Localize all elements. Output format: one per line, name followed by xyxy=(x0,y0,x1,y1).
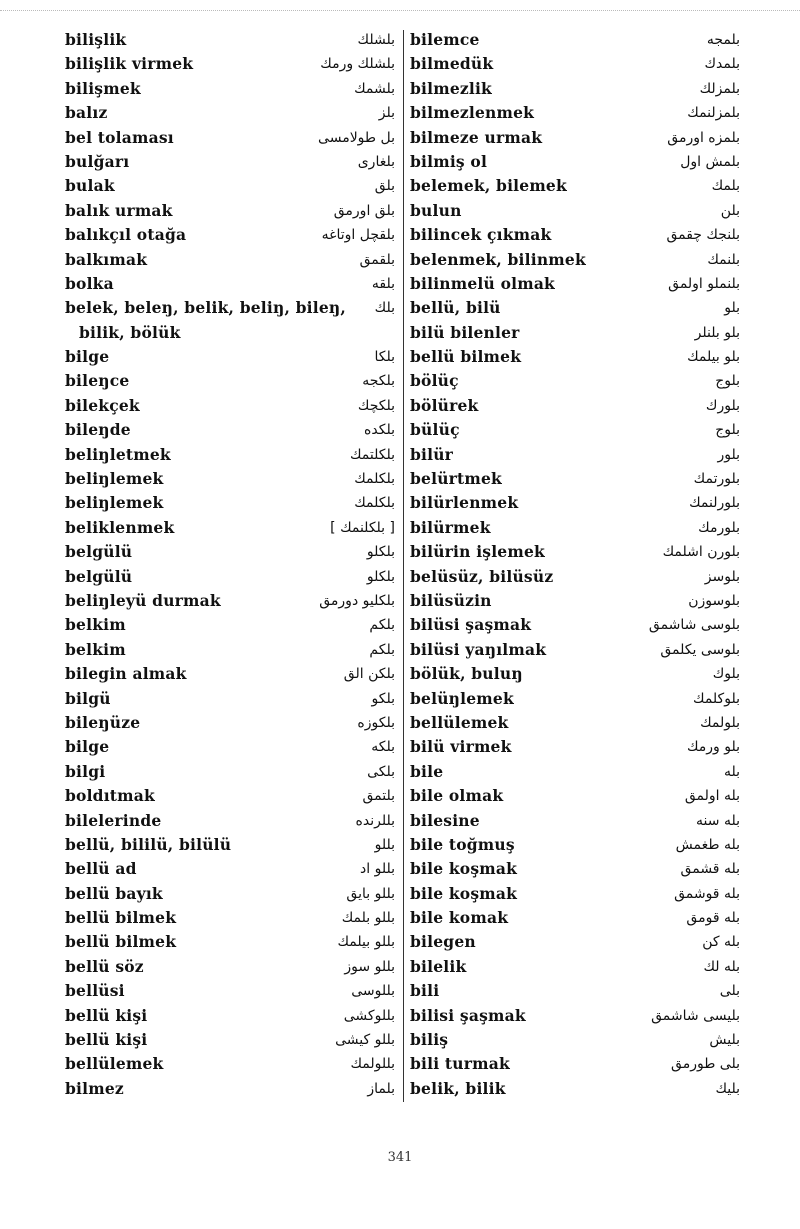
headword-arabic-script: بلو ورمك xyxy=(686,739,740,756)
headword-latin: bulun xyxy=(410,200,462,220)
headword-arabic-script: بلكا xyxy=(374,349,395,366)
dictionary-entry xyxy=(410,369,740,393)
headword-arabic-script: بلكلمك xyxy=(354,495,395,512)
headword-latin: balık urmak xyxy=(65,200,173,220)
headword-arabic-script: بلكلتمك xyxy=(349,446,395,463)
headword-arabic-script: بلمزه اورمق xyxy=(667,129,740,146)
headword-latin: belgülü xyxy=(65,542,133,562)
headword-latin: bellü bayık xyxy=(65,883,163,903)
dictionary-entry xyxy=(410,711,740,735)
headword-latin: bili turmak xyxy=(410,1054,510,1074)
headword-arabic-script: بلو بيلمك xyxy=(687,349,740,366)
dictionary-entry xyxy=(410,638,740,662)
dictionary-entry xyxy=(410,345,740,369)
column-divider xyxy=(403,30,404,1102)
headword-latin: bileŋde xyxy=(65,420,131,440)
headword-arabic-script: بل طولامسى xyxy=(318,129,395,146)
headword-latin: bilisi şaşmak xyxy=(410,1005,526,1025)
dictionary-entry xyxy=(65,174,395,198)
left-column xyxy=(65,28,395,1101)
headword-arabic-script: بلكجه xyxy=(362,373,395,390)
headword-arabic-script: بللو اد xyxy=(360,861,395,878)
headword-latin: bileŋce xyxy=(65,371,130,391)
dictionary-entry xyxy=(65,223,395,247)
headword-arabic-script: بلق اورمق xyxy=(333,202,395,219)
headword-latin: biliş xyxy=(410,1030,449,1050)
headword-arabic-script: بلنمك xyxy=(707,251,740,268)
headword-latin: belgülü xyxy=(65,566,133,586)
headword-latin: bile koşmak xyxy=(410,883,518,903)
dictionary-entry xyxy=(65,248,395,272)
headword-arabic-script: بلكلو xyxy=(366,568,395,585)
headword-arabic-script: بللو بيلمك xyxy=(337,934,395,951)
headword-arabic-script: بلكلمك xyxy=(354,471,395,488)
headword-latin: bellü bilmek xyxy=(410,347,522,367)
headword-latin: bolka xyxy=(65,273,114,293)
headword-arabic-script: بلتمق xyxy=(362,788,395,805)
dictionary-entry xyxy=(65,126,395,150)
headword-latin: bilincek çıkmak xyxy=(410,225,552,245)
headword-latin: belik, bilik xyxy=(410,1078,506,1098)
headword-arabic-script: بللو xyxy=(374,836,395,853)
dictionary-entry xyxy=(65,565,395,589)
dictionary-entry xyxy=(65,101,395,125)
page-number: 341 xyxy=(387,1150,413,1165)
headword-arabic-script: بلوسى يكلمق xyxy=(660,641,740,658)
headword-arabic-script: بلكى xyxy=(367,763,395,780)
headword-arabic-script: بلورمك xyxy=(698,519,740,536)
dictionary-entry xyxy=(410,394,740,418)
dictionary-entry xyxy=(65,711,395,735)
headword-arabic-script: بلمجه xyxy=(706,32,740,48)
dictionary-entry xyxy=(65,955,395,979)
dictionary-entry xyxy=(410,516,740,540)
headword-arabic-script: بلنجك چقمق xyxy=(666,227,740,244)
dictionary-entry xyxy=(65,345,395,369)
headword-arabic-script: بلز xyxy=(378,105,395,122)
headword-arabic-script: بلورلنمك xyxy=(689,495,740,512)
dictionary-entry xyxy=(65,418,395,442)
headword-latin: bilü bilenler xyxy=(410,322,520,342)
headword-arabic-script: بله قشمق xyxy=(680,861,740,878)
dictionary-entry xyxy=(410,882,740,906)
headword-latin: bilişmek xyxy=(65,78,141,98)
headword-arabic-script: بلمزلك xyxy=(699,80,740,97)
headword-latin: bilmez xyxy=(65,1078,124,1098)
headword-latin: bellü ad xyxy=(65,859,137,879)
dictionary-entry xyxy=(410,833,740,857)
headword-arabic-script: بليش xyxy=(709,1032,740,1049)
headword-latin: bölük, buluŋ xyxy=(410,664,523,684)
page-top-edge xyxy=(0,0,800,11)
headword-latin: bellü, bilü xyxy=(410,298,501,318)
dictionary-entry xyxy=(65,1052,395,1076)
dictionary-entry xyxy=(65,735,395,759)
headword-latin: bilüsi şaşmak xyxy=(410,615,532,635)
headword-latin: bilişlik virmek xyxy=(65,54,194,74)
headword-latin: balız xyxy=(65,103,108,123)
headword-latin: belkim xyxy=(65,615,126,635)
dictionary-entry xyxy=(410,174,740,198)
headword-arabic-script: بللو كيشى xyxy=(335,1032,395,1049)
dictionary-entry xyxy=(410,760,740,784)
headword-latin: bel tolaması xyxy=(65,127,174,147)
headword-arabic-script: بلكن الق xyxy=(343,666,395,683)
headword-latin: bilge xyxy=(65,347,110,367)
headword-latin: belürtmek xyxy=(410,469,502,489)
headword-latin: bile toğmuş xyxy=(410,834,515,854)
headword-arabic-script: بلقمق xyxy=(359,251,395,268)
dictionary-entry xyxy=(65,809,395,833)
headword-latin: bilemce xyxy=(410,30,480,49)
dictionary-entry xyxy=(65,52,395,76)
headword-arabic-script: بللرنده xyxy=(355,812,395,829)
headword-latin: bellülemek xyxy=(65,1054,164,1074)
headword-latin: bilegin almak xyxy=(65,664,187,684)
headword-arabic-script: بلورتمك xyxy=(693,471,740,488)
dictionary-entry xyxy=(65,272,395,296)
headword-latin: bilür xyxy=(410,444,454,464)
headword-latin: bülüç xyxy=(410,420,460,440)
headword-latin: bellü kişi xyxy=(65,1005,148,1025)
dictionary-entry xyxy=(410,223,740,247)
dictionary-entry xyxy=(410,979,740,1003)
headword-arabic-script: بلشلك xyxy=(357,32,395,48)
dictionary-entry xyxy=(65,77,395,101)
headword-arabic-script: بله سنه xyxy=(696,812,740,829)
dictionary-entry xyxy=(410,296,740,320)
headword-latin: belek, beleŋ, belik, beliŋ, bileŋ, xyxy=(65,298,346,318)
dictionary-entry xyxy=(65,28,395,52)
headword-latin: bellü kişi xyxy=(65,1030,148,1050)
headword-latin: bilmeze urmak xyxy=(410,127,543,147)
headword-latin: bile komak xyxy=(410,908,509,928)
headword-arabic-script: بلشلك ورمك xyxy=(320,56,395,73)
headword-latin: bilik, bölük xyxy=(79,322,181,342)
headword-latin: belüŋlemek xyxy=(410,688,514,708)
right-column xyxy=(410,28,740,1101)
headword-latin: bilelerinde xyxy=(65,810,162,830)
dictionary-entry xyxy=(65,857,395,881)
headword-arabic-script: [ بلكلنمك ] xyxy=(330,519,395,536)
headword-latin: beliŋleyü durmak xyxy=(65,590,221,610)
headword-arabic-script: بلمزلنمك xyxy=(687,105,740,122)
dictionary-entry xyxy=(410,126,740,150)
headword-latin: bellü bilmek xyxy=(65,908,177,928)
dictionary-entry xyxy=(65,882,395,906)
dictionary-entry xyxy=(65,516,395,540)
headword-arabic-script: بله طغمش xyxy=(675,836,740,853)
dictionary-entry xyxy=(410,809,740,833)
headword-arabic-script: بلمك xyxy=(711,178,740,195)
dictionary-entry xyxy=(65,540,395,564)
headword-latin: bile koşmak xyxy=(410,859,518,879)
headword-latin: bilegen xyxy=(410,932,476,952)
headword-arabic-script: بلور xyxy=(717,446,740,463)
headword-arabic-script: بللو بايق xyxy=(346,885,395,902)
dictionary-entry xyxy=(410,77,740,101)
headword-arabic-script: بلقه xyxy=(371,275,395,292)
headword-arabic-script: بلكم xyxy=(369,641,395,658)
dictionary-entry xyxy=(410,248,740,272)
headword-arabic-script: بللو سوز xyxy=(344,958,395,975)
headword-latin: bilmezlenmek xyxy=(410,103,535,123)
dictionary-entry xyxy=(410,1052,740,1076)
headword-latin: beliŋlemek xyxy=(65,469,164,489)
headword-latin: bölürek xyxy=(410,395,479,415)
headword-arabic-script: بلوسز xyxy=(704,568,740,585)
headword-arabic-script: بلك xyxy=(374,300,395,317)
headword-latin: bellüsi xyxy=(65,981,125,1001)
headword-latin: bilüsüzin xyxy=(410,590,492,610)
dictionary-entry xyxy=(410,491,740,515)
dictionary-entry xyxy=(410,784,740,808)
headword-latin: boldıtmak xyxy=(65,786,155,806)
dictionary-entry xyxy=(410,1028,740,1052)
dictionary-entry xyxy=(410,1077,740,1101)
headword-latin: bilinmelü olmak xyxy=(410,273,555,293)
headword-arabic-script: بلمش اول xyxy=(680,153,740,170)
headword-arabic-script: بلوسى شاشمق xyxy=(648,617,740,634)
headword-arabic-script: بلكه xyxy=(371,739,395,756)
dictionary-entry xyxy=(410,613,740,637)
headword-latin: belüsüz, bilüsüz xyxy=(410,566,554,586)
dictionary-entry xyxy=(410,467,740,491)
dictionary-entry xyxy=(410,589,740,613)
dictionary-entry xyxy=(65,1077,395,1101)
dictionary-entry xyxy=(410,199,740,223)
headword-arabic-script: بلو xyxy=(724,300,740,317)
dictionary-entry xyxy=(410,906,740,930)
headword-latin: bilesine xyxy=(410,810,480,830)
headword-latin: bilgü xyxy=(65,688,111,708)
headword-arabic-script: بلنملو اولمق xyxy=(668,275,740,292)
headword-arabic-script: بله لك xyxy=(703,958,740,975)
headword-latin: bili xyxy=(410,981,440,1001)
headword-arabic-script: بلن xyxy=(720,202,740,219)
dictionary-entry xyxy=(65,589,395,613)
dictionary-entry xyxy=(65,930,395,954)
headword-latin: bellülemek xyxy=(410,712,509,732)
dictionary-entry xyxy=(410,662,740,686)
headword-arabic-script: بلوكلمك xyxy=(693,690,740,707)
headword-latin: bulğarı xyxy=(65,151,130,171)
headword-latin: bilüsi yaŋılmak xyxy=(410,639,547,659)
dictionary-entry xyxy=(410,150,740,174)
headword-latin: bilişlik xyxy=(65,30,127,49)
headword-latin: bilürlenmek xyxy=(410,493,519,513)
dictionary-entry xyxy=(410,955,740,979)
headword-arabic-script: بلقچل اوتاغه xyxy=(321,227,395,244)
dictionary-entry xyxy=(65,443,395,467)
headword-arabic-script: بلو بلنلر xyxy=(694,324,740,341)
headword-arabic-script: بلكو xyxy=(371,690,395,707)
dictionary-entry xyxy=(65,394,395,418)
headword-latin: bilmedük xyxy=(410,54,494,74)
headword-latin: bilü virmek xyxy=(410,737,512,757)
headword-arabic-script: بلوسوزن xyxy=(688,592,740,609)
dictionary-entry xyxy=(410,52,740,76)
dictionary-entry xyxy=(410,1004,740,1028)
headword-arabic-script: بللوكشى xyxy=(343,1007,395,1024)
dictionary-entry xyxy=(410,687,740,711)
headword-arabic-script: بلورك xyxy=(705,397,740,414)
dictionary-entry xyxy=(65,199,395,223)
headword-arabic-script: بللولمك xyxy=(350,1056,395,1073)
headword-arabic-script: بلكده xyxy=(364,422,395,439)
dictionary-entry xyxy=(65,638,395,662)
headword-latin: bilge xyxy=(65,737,110,757)
headword-latin: beliklenmek xyxy=(65,517,175,537)
headword-latin: bileŋüze xyxy=(65,712,141,732)
headword-latin: balkımak xyxy=(65,249,148,269)
headword-arabic-script: بله xyxy=(723,763,740,780)
headword-arabic-script: بلوج xyxy=(715,373,740,390)
dictionary-entry xyxy=(65,979,395,1003)
headword-arabic-script: بلى xyxy=(719,983,740,1000)
headword-arabic-script: بله قوشمق xyxy=(674,885,740,902)
headword-arabic-script: بلوك xyxy=(712,666,740,683)
headword-latin: bilelik xyxy=(410,956,467,976)
dictionary-entry xyxy=(65,491,395,515)
headword-latin: balıkçıl otağa xyxy=(65,225,187,245)
headword-arabic-script: بله كن xyxy=(702,934,740,951)
headword-arabic-script: بله اولمق xyxy=(684,788,740,805)
headword-arabic-script: بللو بلمك xyxy=(341,910,395,927)
headword-arabic-script: بلق xyxy=(374,178,395,195)
headword-latin: bellü söz xyxy=(65,956,144,976)
dictionary-entry xyxy=(65,833,395,857)
headword-latin: beliŋletmek xyxy=(65,444,171,464)
headword-arabic-script: بلكليو دورمق xyxy=(319,592,395,609)
dictionary-entry xyxy=(410,443,740,467)
headword-arabic-script: بلمدك xyxy=(704,56,740,73)
dictionary-entry xyxy=(410,735,740,759)
headword-arabic-script: بليسى شاشمق xyxy=(651,1007,740,1024)
headword-latin: bölüç xyxy=(410,371,459,391)
headword-latin: bile olmak xyxy=(410,786,504,806)
dictionary-entry xyxy=(410,321,740,345)
headword-latin: belemek, bilemek xyxy=(410,176,567,196)
dictionary-entry xyxy=(65,687,395,711)
headword-latin: bilmiş ol xyxy=(410,151,488,171)
dictionary-entry xyxy=(410,28,740,52)
headword-arabic-script: بلى طورمق xyxy=(671,1056,740,1073)
headword-arabic-script: بلماز xyxy=(367,1080,395,1097)
headword-arabic-script: بله قومق xyxy=(686,910,740,927)
headword-arabic-script: بلغارى xyxy=(357,153,395,170)
dictionary-entry xyxy=(410,540,740,564)
dictionary-entry xyxy=(65,613,395,637)
dictionary-entry xyxy=(65,662,395,686)
headword-latin: bulak xyxy=(65,176,115,196)
dictionary-entry xyxy=(410,857,740,881)
headword-latin: bilürmek xyxy=(410,517,491,537)
dictionary-entry xyxy=(410,418,740,442)
dictionary-entry xyxy=(65,150,395,174)
headword-latin: beliŋlemek xyxy=(65,493,164,513)
dictionary-entry xyxy=(410,272,740,296)
headword-arabic-script: بليك xyxy=(715,1080,740,1097)
dictionary-entry xyxy=(65,369,395,393)
headword-arabic-script: بلورن اشلمك xyxy=(662,544,740,561)
headword-arabic-script: بللوسى xyxy=(351,983,395,1000)
dictionary-entry xyxy=(65,296,395,320)
dictionary-entry xyxy=(65,1028,395,1052)
headword-arabic-script: بلكلو xyxy=(366,544,395,561)
dictionary-entry xyxy=(65,906,395,930)
dictionary-entry xyxy=(65,784,395,808)
headword-latin: bellü bilmek xyxy=(65,932,177,952)
headword-latin: belenmek, bilinmek xyxy=(410,249,586,269)
dictionary-entry xyxy=(410,101,740,125)
headword-latin: belkim xyxy=(65,639,126,659)
headword-latin: bile xyxy=(410,761,444,781)
headword-latin: bellü, bililü, bilülü xyxy=(65,834,232,854)
headword-arabic-script: بلشمك xyxy=(354,80,395,97)
headword-latin: bilmezlik xyxy=(410,78,492,98)
headword-arabic-script: بلوج xyxy=(715,422,740,439)
dictionary-entry xyxy=(65,321,395,345)
headword-arabic-script: بلكچك xyxy=(357,397,395,414)
dictionary-entry xyxy=(410,930,740,954)
dictionary-entry xyxy=(410,565,740,589)
headword-latin: bilürin işlemek xyxy=(410,542,545,562)
dictionary-entry xyxy=(65,467,395,491)
headword-arabic-script: بلكوزه xyxy=(357,714,395,731)
dictionary-entry xyxy=(65,760,395,784)
headword-arabic-script: بلولمك xyxy=(700,714,740,731)
headword-latin: bilekçek xyxy=(65,395,140,415)
headword-latin: bilgi xyxy=(65,761,106,781)
dictionary-entry xyxy=(65,1004,395,1028)
headword-arabic-script: بلكم xyxy=(369,617,395,634)
